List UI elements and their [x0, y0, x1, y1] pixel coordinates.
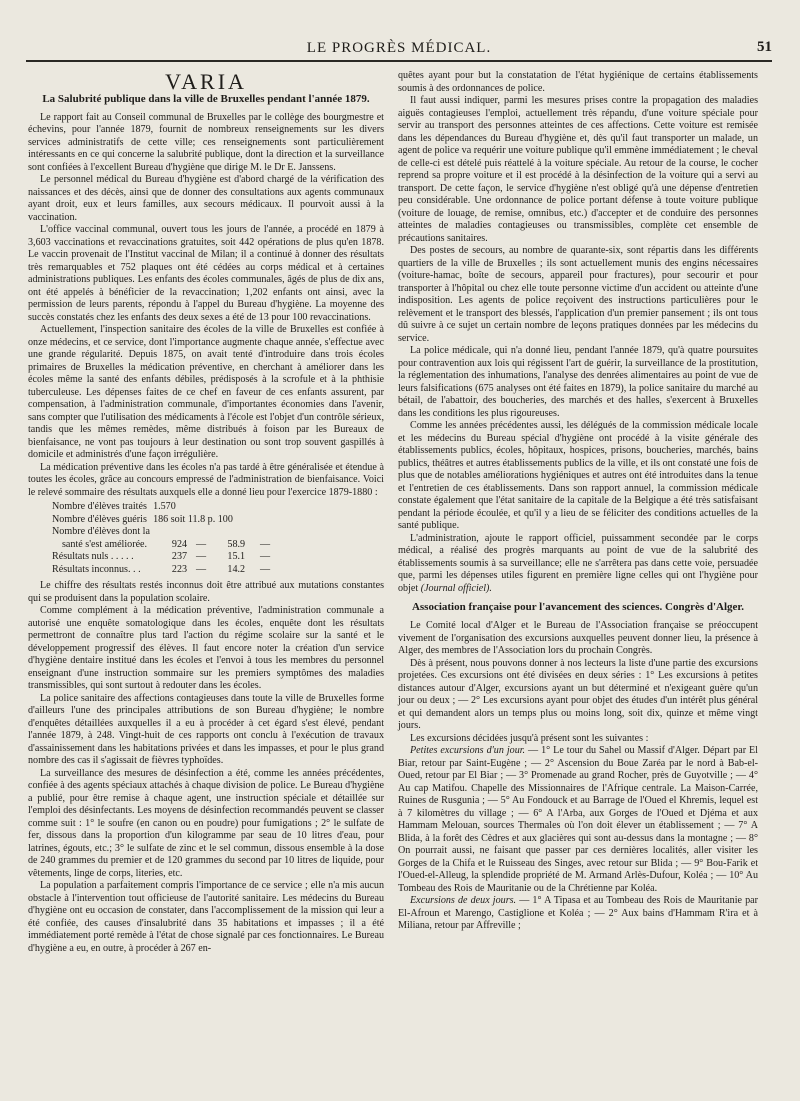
row-count: 237 — [171, 551, 188, 562]
row-value: 186 soit 11.8 p. 100 — [153, 513, 233, 525]
left-column — [28, 70, 384, 955]
paragraph: Le rapport fait au Conseil communal de Bruxelles par le collège des bourgmestre et échevins, pour l'année 1879, fournit de nombreux renseignements sur les divers services administratifs de cette ville; ces renseignements sont particulièrement intéressants en ce qui concerne la salubrité publique, dont la direction et la surveillance sont confiées à l'excellent Bureau d'hygiène que dirige M. le Dr E. Janssens. — [28, 111, 384, 173]
row-percent: 14.2 — [227, 563, 246, 575]
row-ditto: — — [260, 563, 271, 575]
results-table — [52, 501, 285, 576]
table-row — [52, 539, 285, 552]
table-row — [52, 526, 285, 539]
row-ditto: — — [260, 538, 271, 550]
row-count: 223 — [171, 563, 188, 575]
paragraph: Actuellement, l'inspection sanitaire des écoles de la ville de Bruxelles est confiée à onze médecins, et ce service, dont l'importance augmente chaque année, s'effectue avec une grande régularité. Depuis 1875, on avait tenté d'introduire dans trois écoles primaires de Bruxelles la médication préventive, en cherchant à améliorer dans les écoles même la santé des enfants débiles, prédisposés à la scrofule et à la phthisie tuberculeuse. Les dépenses faites de ce chef en faveur de ces enfants assurent, par compensation, à l'administration communale, d'importantes économies dans l'avenir, sans compter que l'utilisation des médicaments à l'école est l'objet d'un contrôle sérieux, tandis que les mêmes remèdes, même distribués à foison par les Bureaux de bienfaisance, ne vont pas toujours à leur destination ou sont trop souvent gaspillés à domicile et administrés d'une façon irrégulière. — [28, 324, 384, 460]
paragraph: La police médicale, qui n'a donné lieu, pendant l'année 1879, qu'à quatre poursuites pour contravention aux lois qui régissent l'art de guérir, la surveillance de la prostitution, la réglementation des inhumations, l'analyse des denrées alimentaires au point de vue de leurs falsifications (675 analyses ont été faites en 1879), la police sanitaire du marché au bétail, de l'abattoir, des boucheries, des marchés et des halles, s'exercent à Bruxelles dans les conditions les plus rigoureuses. — [398, 345, 758, 419]
paragraph: Le Comité local d'Alger et le Bureau de l'Association française se préoccupent vivement de l'organisation des excursions auxquelles peuvent donner lieu, la présence à Alger, des membres de l'Association lors du prochain Congrès. — [398, 620, 758, 656]
paragraph — [398, 745, 758, 895]
table-row — [52, 564, 285, 577]
paragraph: Comme complément à la médication préventive, l'administration communale a autorisé une enquête somatologique dans les écoles, enquête dont les résultats permettront de connaître plus tard l'action du régime scolaire sur la santé et le développement progressif des élèves. Il faut encore noter la création d'un service d'hygiène dentaire institué dans les écoles et l'envoi à tous les membres du personnel enseignant d'une instruction sommaire sur les premiers symptômes des maladies transmissibles, qui sont surtout à redouter dans les écoles. — [28, 605, 384, 691]
table-row — [52, 551, 285, 564]
paragraph — [398, 533, 758, 596]
row-dash: — — [196, 538, 207, 550]
page-number: 51 — [757, 39, 772, 55]
right-column — [398, 70, 758, 933]
row-ditto: — — [260, 551, 271, 562]
row-count: 924 — [171, 538, 188, 550]
paragraph: Dès à présent, nous pouvons donner à nos lecteurs la liste d'une partie des excursions projetées. Ces excursions ont été divisées en deux séries : 1° Les excursions à petites distances autour d'Alger, excursions ayant un but déterminé et n'exigeant guère qu'un jour ou deux ; — 2° Les excursions ayant pour objet des études d'un intérêt plus général et qui demandent alors un temps plus ou moins long, soit dix, quinze et même vingt jours. — [398, 657, 758, 731]
source-citation: (Journal officiel). — [420, 582, 492, 594]
paragraph: Il faut aussi indiquer, parmi les mesures prises contre la propagation des maladies aiguës contagieuses l'emploi, actuellement très répandu, d'une voiture spéciale pour servir au transport des personnes atteintes de ces affections. Cette voiture est remisée dans les dépendances du Bureau d'hygiène et, dès qu'il faut transporter un malade, un agent de police va requérir une voiture publique qu'il emmène immédiatement ; le cheval de celle-ci est dételé puis réattelé à la voiture spéciale. Au retour de la course, le cocher reprend sa propre voiture et il est procédé à la désinfection de la voiture qui a servi au transport. De cette façon, le service d'hygiène n'est obligé qu'à une dépense d'entretien peu considérable. Une ordonnance de police portant défense à toute voiture publique (voiture de louage, de remise, omnibus, etc.) d'accepter et de conduire des personnes atteintes de maladies contagieuses ou transmissibles, complète cet ensemble de précautions sanitaires. — [398, 95, 758, 244]
row-dash: — — [196, 551, 207, 562]
running-title: LE PROGRÈS MÉDICAL. — [306, 40, 492, 56]
row-value: 1.570 — [153, 501, 176, 512]
excursion-heading: Excursions de deux jours. — [410, 895, 517, 906]
paragraph: Des postes de secours, au nombre de quarante-six, sont répartis dans les différents quartiers de la ville de Bruxelles ; ils sont actuellement munis des engins nécessaires (voiture-hamac, boîte de secours, appareil pour fractures), pour secourir et pour transporter à l'hôpital ou chez elle toute personne victime d'un accident ou atteinte d'une indisposition. Les agents de police reçoivent des instructions particulières pour le relèvement et le transport des blessés, l'application d'un premier pansement ; ils ont tous dû suivre à ce sujet un certain nombre de leçons pratiques données par les médecins du service. — [398, 245, 758, 344]
section-title: VARIA — [165, 69, 247, 94]
paragraph: Le personnel médical du Bureau d'hygiène est d'abord chargé de la vérification des naissances et des décès, ainsi que de donner des consultations aux agents communaux ayant droit, eux et leurs familles, aux secours médicaux. Il pourvoit aussi à la vaccination. — [28, 174, 384, 223]
row-label: Résultats nuls . . . . . — [52, 551, 134, 562]
article-title-alger: Association française pour l'avancement des sciences. Congrès d'Alger. — [411, 601, 745, 613]
paragraph-text: L'administration, ajoute le rapport officiel, puissamment secondée par le corps médical, a réalisé des progrès marquants au point de vue de la salubrité des établissements soumis à sa surveillance; elle ne s'arrêtera pas dans cette voie, persuadée que, parmi les dépenses utiles figurent en première ligne celles qui ont l'hygiène pour objet — [398, 532, 758, 594]
page-header — [26, 40, 772, 62]
row-dash: — — [196, 563, 207, 575]
row-label: Résultats inconnus. . . — [52, 563, 141, 575]
row-label: santé s'est améliorée. — [62, 538, 148, 550]
excursion-heading: Petites excursions d'un jour. — [410, 745, 526, 756]
paragraph: Comme les années précédentes aussi, les délégués de la commission médicale locale et les médecins du Bureau spécial d'hygiène ont procédé à la visite générale des établissements publics, écoles, hôpitaux, hospices, prisons, boucheries, marchés, bains publics, théâtres et autres établissements publics de la ville, et ils ont constaté une fois de plus que de notables améliorations hygiéniques et autres ont été introduites dans la tenue et l'entretien de ces établissements. Dans son rapport annuel, la commission médicale constate également que l'état sanitaire de la capitale de la Belgique a été très satisfaisant pendant la période écoulée, et qu'il y a lieu de se féliciter des conditions actuelles de la santé publique. — [398, 420, 758, 531]
article-title-bruxelles: La Salubrité publique dans la ville de Bruxelles pendant l'année 1879. — [42, 92, 370, 105]
paragraph-text: — 1° A Tipasa et au Tombeau des Rois de Mauritanie par El-Afroun et Marengo, Castiglione et Koléa ; — 2° Aux bains d'Hammam R'ira et à Miliana, retour par Affreville ; — [398, 895, 758, 931]
row-label: Nombre d'élèves traités — [52, 501, 147, 512]
paragraph: quêtes ayant pour but la constatation de l'état hygiénique de certains établissements soumis à des ordonnances de police. — [398, 70, 758, 94]
paragraph: La population a parfaitement compris l'importance de ce service ; elle n'a mis aucun obstacle à l'intervention tout officieuse de l'autorité sanitaire. Les médecins du Bureau d'hygiène ont eu occasion de constater, dans l'accomplissement de la mission qui leur a été confiée, des causes d'insalubrité dans 35 habitations et impasses ; il a été immédiatement porté remède à l'état de chose signalé par ces fonctionnaires. Le Bureau d'hygiène a eu, en outre, à procéder à 267 en- — [28, 880, 384, 954]
row-percent: 58.9 — [227, 538, 246, 550]
row-label: Nombre d'élèves guéris — [52, 513, 147, 525]
paragraph: La police sanitaire des affections contagieuses dans toute la ville de Bruxelles forme d'ailleurs l'une des principales attributions de son Bureau d'hygiène; le nombre d'enquêtes détaillées auxquelles il a eu à procéder à cet égard s'est élevé, pendant l'année 1879, à 248. Vingt-huit de ces rapports ont conclu à l'exécution de travaux d'assainissement dans les habitations privées et dans les impasses, et pour le plus grand nombre des cas il s'agissait de fièvres typhoïdes. — [28, 692, 384, 766]
paragraph-text: — 1° Le tour du Sahel ou Massif d'Alger. Départ par El Biar, retour par Saint-Eugène ; — 2° Ascension du Boue Zaréa par le nord à Bab-el-Oued, retour par El Biar ; — 3° Promenade au grand Rocher, près de Guyotville ; — 4° Au cap Matifou. Chapelle des Missionnaires de l'Afrique centrale. La Maison-Carrée, Ruines de Rusgunia ; — 5° Au Fondouck et au Barrage de l'Oued el Khremis, lequel est à 7 kilomètres du village ; — 6° A l'Arba, aux Gorges de l'Oued et Djéma et aux Hammam Melouan, sources Thermales où l'on doit élever un établissement ; — 7° A Blida, à la forêt des Cèdres et aux glacières qui sont au-dessus dans la montagne ; — 8° On pourrait aussi, ne faisant que passer par ces dernières localités, aller visiter les Gorges de la Chifa et le Ruisseau des Singes, avec retour sur Blida ; — 9° Bou-Farik et l'Oued-el-Alleug, la splendide propriété de M. Armand Arlès-Dufour, Koléa ; — 10° Au Tombeau des Rois de Mauritanie ou de la Chrétienne par Koléa. — [398, 745, 758, 894]
paragraph: Les excursions décidées jusqu'à présent sont les suivantes : — [410, 732, 649, 744]
paragraph: L'office vaccinal communal, ouvert tous les jours de l'année, a procédé en 1879 à 3,603 vaccinations et revaccinations gratuites, soit 442 opérations de plus qu'en 1878. Le vaccin provenait de l'Institut vaccinal de Milan; il a continué à donner des résultats très remarquables et 752 plaques ont été cédées au corps médical et à certaines administrations publiques. Les enfants des écoles communales, âgés de plus de dix ans, ont été appelés à bénéficier de la revaccination; 1,202 enfants ont ainsi, avec la permission de leurs parents, répondu à l'appel du Bureau d'hygiène. La moyenne des succès constatés chez les enfants des deux sexes a été de 13 pour 100 revaccinations. — [28, 224, 384, 323]
paragraph — [398, 895, 758, 933]
row-percent: 15.1 — [227, 551, 246, 562]
table-row — [52, 501, 285, 514]
row-label: Nombre d'élèves dont la — [52, 526, 150, 537]
paragraph: La médication préventive dans les écoles n'a pas tardé à être généralisée et étendue à toutes les écoles, grâce au concours empressé de l'administration de bienfaisance. Voici le relevé sommaire des résultats auxquels elle a donné lieu pour l'exercice 1879-1880 : — [28, 461, 384, 498]
table-row — [52, 514, 285, 527]
paragraph: La surveillance des mesures de désinfection a été, comme les années précédentes, confiée à des agents spéciaux attachés à chaque division de police. Le Bureau d'hygiène a publié, pour être remise à chaque agent, une instruction spéciale et détaillée sur l'emploi des désinfectants. Les moyens de désinfection recommandés peuvent se classer comme suit : 1° le soufre (en canon ou en poudre) pour fumigations ; 2° le sulfate de fer, dissous dans la proportion d'un kilogramme par seau de 10 litres d'eau, pour latrines, égouts, etc.; 3° le sulfate de zinc et le sel commun, dissous ensemble à la dose de 240 grammes du premier et de 120 grammes du second par 10 litres de liquide, pour vêtements, linge de corps, literies, etc. — [28, 767, 384, 879]
paragraph: Le chiffre des résultats restés inconnus doit être attribué aux mutations constantes qui se produisent dans la population scolaire. — [28, 580, 384, 604]
